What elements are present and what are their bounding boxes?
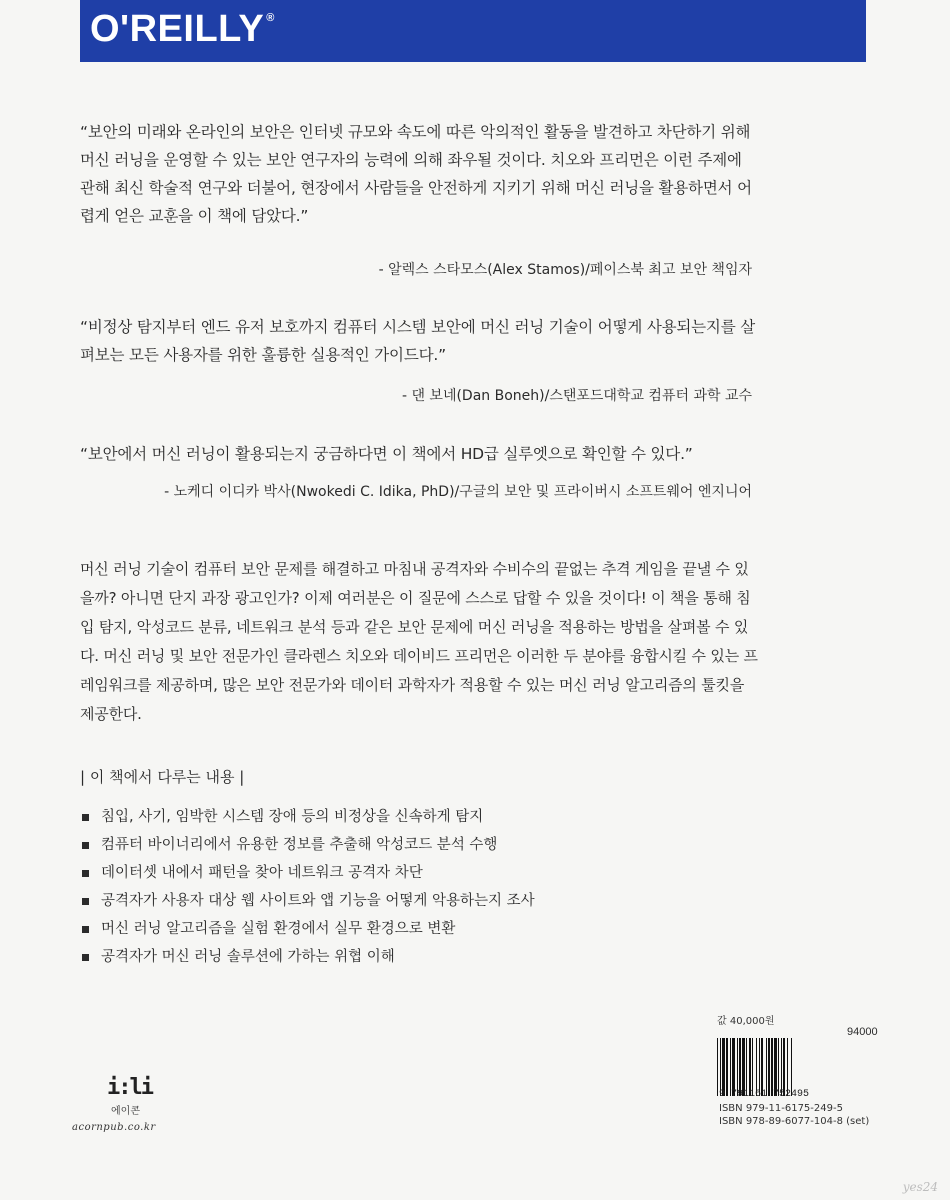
topics-heading: | 이 책에서 다루는 내용 | — [80, 768, 245, 786]
square-bullet-icon — [82, 926, 89, 933]
endorsement-attribution-1: - 알렉스 스타모스(Alex Stamos)/페이스북 최고 보안 책임자 — [378, 262, 752, 278]
list-item: 데이터셋 내에서 패턴을 찾아 네트워크 공격자 차단 — [80, 859, 535, 887]
publisher-url: acornpub.co.kr — [72, 1122, 156, 1133]
isbn-line-1: ISBN 979-11-6175-249-5 — [719, 1103, 843, 1114]
endorsement-attribution-3: - 노케디 이디카 박사(Nwokedi C. Idika, PhD)/구글의 보안 및 프라이버시 소프트웨어 엔지니어 — [164, 484, 752, 500]
isbn-line-2: ISBN 978-89-6077-104-8 (set) — [719, 1116, 870, 1127]
price-label: 값 40,000원 — [717, 1016, 775, 1027]
barcode: 94000 — [717, 1026, 867, 1102]
square-bullet-icon — [82, 814, 89, 821]
oreilly-logo: O'REILLY ® — [90, 8, 275, 50]
endorsement-attribution-2: - 댄 보네(Dan Boneh)/스탠포드대학교 컴퓨터 과학 교수 — [401, 388, 752, 404]
barcode-number: 9 791161 752495 — [719, 1089, 810, 1100]
acorn-logo: i:li — [107, 1075, 152, 1100]
publisher-name: 에이콘 — [111, 1106, 140, 1117]
square-bullet-icon — [82, 954, 89, 961]
endorsement-quote-3: “보안에서 머신 러닝이 활용되는지 궁금하다면 이 책에서 HD급 실루엣으로 확인할 수 있다.” — [80, 445, 693, 463]
watermark: yes24 — [902, 1180, 938, 1194]
list-item: 컴퓨터 바이너리에서 유용한 정보를 추출해 악성코드 분석 수행 — [80, 831, 535, 859]
endorsement-quote-1: “보안의 미래와 온라인의 보안은 인터넷 규모와 속도에 따른 악의적인 활동을 발견하고 차단하기 위해 머신 러닝을 운영할 수 있는 보안 연구자의 능력에 의해 좌우될 것이다. 치오와 프리먼은 이런 주제에 관해 최신 학술적 연구와 더불어, 현장에서 사람들을 안전하게 지키기 위해 머신 러닝을 활용하면서 어렵게 얻은 교훈을 이 책에 담았다.” — [80, 123, 752, 225]
square-bullet-icon — [82, 870, 89, 877]
list-item: 공격자가 사용자 대상 웹 사이트와 앱 기능을 어떻게 악용하는지 조사 — [80, 887, 535, 915]
book-description: 머신 러닝 기술이 컴퓨터 보안 문제를 해결하고 마침내 공격자와 수비수의 끝없는 추격 게임을 끝낼 수 있을까? 아니면 단지 과장 광고인가? 이제 여러분은 이 질문에 스스로 답할 수 있을 것이다! 이 책을 통해 침입 탐지, 악성코드 분류, 네트워크 분석 등과 같은 보안 문제에 머신 러닝을 적용하는 방법을 살펴볼 수 있다. 머신 러닝 및 보안 전문가인 클라렌스 치오와 데이비드 프리먼은 이러한 두 분야를 융합시킬 수 있는 프레임워크를 제공하며, 많은 보안 전문가와 데이터 과학자가 적용할 수 있는 머신 러닝 알고리즘의 툴킷을 제공한다. — [80, 560, 758, 723]
list-item: 침입, 사기, 임박한 시스템 장애 등의 비정상을 신속하게 탐지 — [80, 803, 535, 831]
square-bullet-icon — [82, 842, 89, 849]
list-item: 머신 러닝 알고리즘을 실험 환경에서 실무 환경으로 변환 — [80, 915, 535, 943]
list-item: 공격자가 머신 러닝 솔루션에 가하는 위협 이해 — [80, 943, 535, 971]
endorsement-quote-2: “비정상 탐지부터 엔드 유저 보호까지 컴퓨터 시스템 보안에 머신 러닝 기술이 어떻게 사용되는지를 살펴보는 모든 사용자를 위한 훌륭한 실용적인 가이드다.” — [80, 318, 755, 364]
square-bullet-icon — [82, 898, 89, 905]
publisher-header-bar — [80, 0, 866, 62]
topics-list — [80, 803, 535, 971]
